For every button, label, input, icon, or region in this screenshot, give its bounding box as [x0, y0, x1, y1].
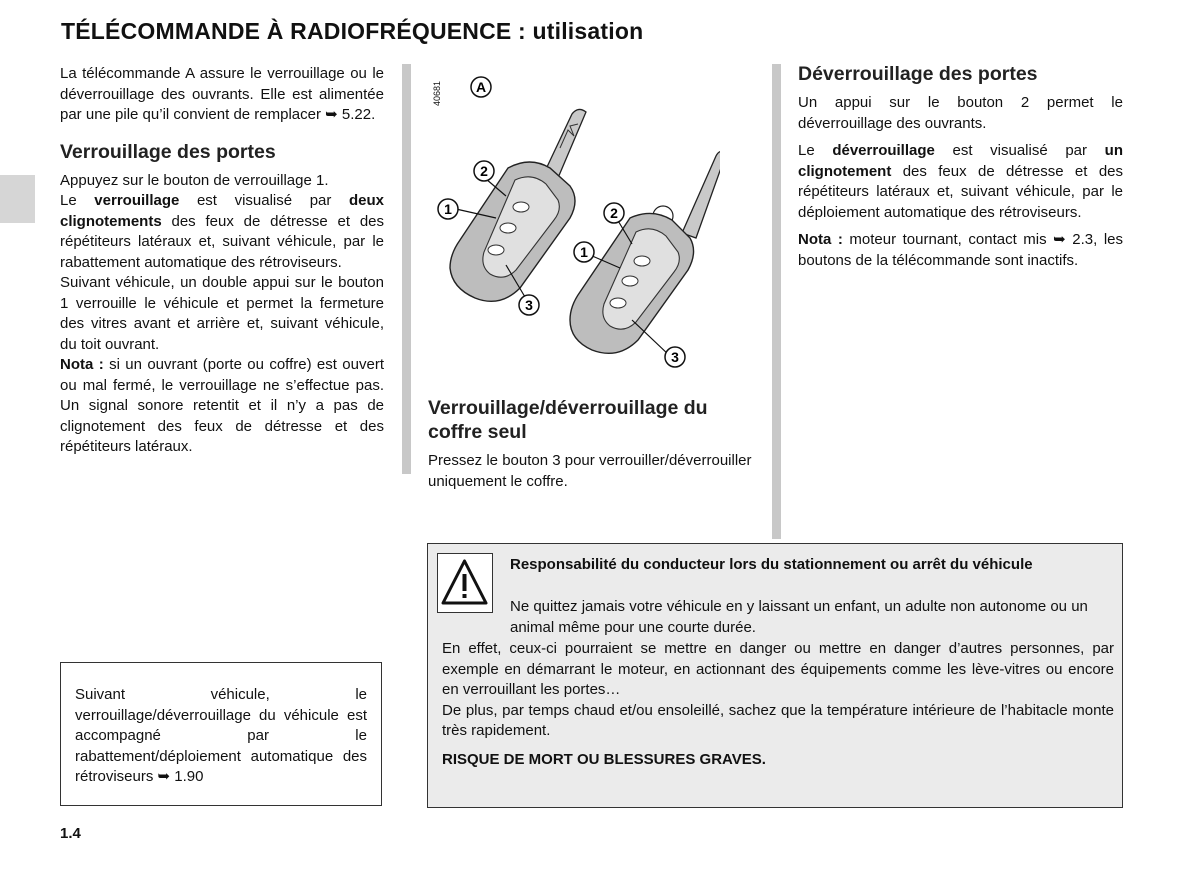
unlock-paragraph-2: Le déverrouillage est visualisé par un clignotement des feux de détresse et des répétiteurs latéraux et, suivant véhicule, par le déploiement automatique des rétroviseurs. — [798, 142, 1123, 221]
figure-id: 40681 — [432, 80, 442, 106]
callout-2-left — [474, 161, 494, 181]
trunk-paragraph: Pressez le bouton 3 pour verrouiller/déverrouiller uniquement le coffre. — [428, 452, 752, 490]
callout-1-left — [438, 199, 458, 219]
callout-3-right — [665, 347, 685, 367]
svg-text:2: 2 — [610, 205, 618, 221]
lock-note: Nota : si un ouvrant (porte ou coffre) est ouvert ou mal fermé, le verrouillage ne s’effectue pas. Un signal sonore retentit et il n’y a pas de clignotement des feux de détresse et des répétiteurs latéraux. — [60, 356, 384, 455]
label-a — [471, 77, 491, 97]
chapter-tab — [0, 175, 35, 223]
svg-text:3: 3 — [671, 349, 679, 365]
mirror-note-box — [60, 662, 382, 806]
warning-heading: Responsabilité du conducteur lors du stationnement ou arrêt du véhicule — [510, 556, 1033, 573]
page-title: TÉLÉCOMMANDE À RADIOFRÉQUENCE : utilisation — [61, 18, 644, 44]
intro-paragraph: La télécommande A assure le verrouillage ou le déverrouillage des ouvrants. Elle est alimentée par une pile qu’il convient de remplacer ➥ 5.22. — [60, 65, 384, 123]
warning-body — [442, 639, 1114, 770]
page-number: 1.4 — [60, 825, 81, 842]
svg-text:3: 3 — [525, 297, 533, 313]
column-rule-left — [402, 64, 411, 474]
lock-heading: Verrouillage des portes — [60, 140, 276, 163]
column-rule-right — [772, 64, 781, 539]
svg-text:1: 1 — [580, 244, 588, 260]
warning-paragraph-2: En effet, ceux-ci pourraient se mettre en danger ou mettre en danger d’autres personnes, par exemple en démarrant le moteur, en actionnant des équipements comme les lève-vitres ou encore en verrouillant les portes… — [442, 640, 1114, 698]
warning-risk: RISQUE DE MORT OU BLESSURES GRAVES. — [442, 750, 766, 768]
warning-box — [427, 543, 1123, 808]
lock-button-icon — [513, 202, 529, 212]
trunk-button-icon — [488, 245, 504, 255]
callout-2-right — [604, 203, 624, 223]
unlock-heading: Déverrouillage des portes — [798, 63, 1038, 85]
unlock-paragraph-1: Un appui sur le bouton 2 permet le déverrouillage des ouvrants. — [798, 94, 1123, 132]
lock-paragraph-2: Le verrouillage est visualisé par deux clignotements des feux de détresse et des répétiteurs latéraux et, suivant véhicule, par le rabattement automatique des rétroviseurs. — [60, 192, 384, 271]
warning-paragraph-3: De plus, par temps chaud et/ou ensoleillé, sachez que la température intérieure de l’habitacle monte très rapidement. — [442, 701, 1114, 739]
left-column — [60, 64, 384, 458]
callout-1-right — [574, 242, 594, 262]
lock-paragraph-1: Appuyez sur le bouton de verrouillage 1. — [60, 171, 329, 189]
svg-text:1: 1 — [444, 201, 452, 217]
trunk-heading: Verrouillage/déverrouillage du coffre seul — [428, 397, 708, 443]
remote-key-illustration — [420, 68, 720, 378]
unlock-note: Nota : moteur tournant, contact mis ➥ 2.3, les boutons de la télécommande sont inactifs. — [798, 231, 1123, 269]
right-column — [798, 62, 1123, 271]
middle-column — [428, 396, 758, 492]
warning-icon — [437, 553, 493, 613]
unlock-button-icon — [500, 223, 516, 233]
key-blade-2 — [682, 151, 720, 238]
callout-3-left — [519, 295, 539, 315]
warning-paragraph-1: Ne quittez jamais votre véhicule en y laissant un enfant, un adulte non autonome ou un animal même pour une courte durée. — [510, 598, 1088, 636]
mirror-note-text: Suivant véhicule, le verrouillage/déverrouillage du véhicule est accompagné par le rabattement/déploiement automatique des rétroviseurs ➥ 1.90 — [75, 686, 367, 785]
svg-text:2: 2 — [480, 163, 488, 179]
lock-paragraph-3: Suivant véhicule, un double appui sur le bouton 1 verrouille le véhicule et permet la fermeture des vitres avant et arrière et, suivant véhicule, du toit ouvrant. — [60, 274, 384, 353]
svg-text:A: A — [475, 79, 487, 95]
